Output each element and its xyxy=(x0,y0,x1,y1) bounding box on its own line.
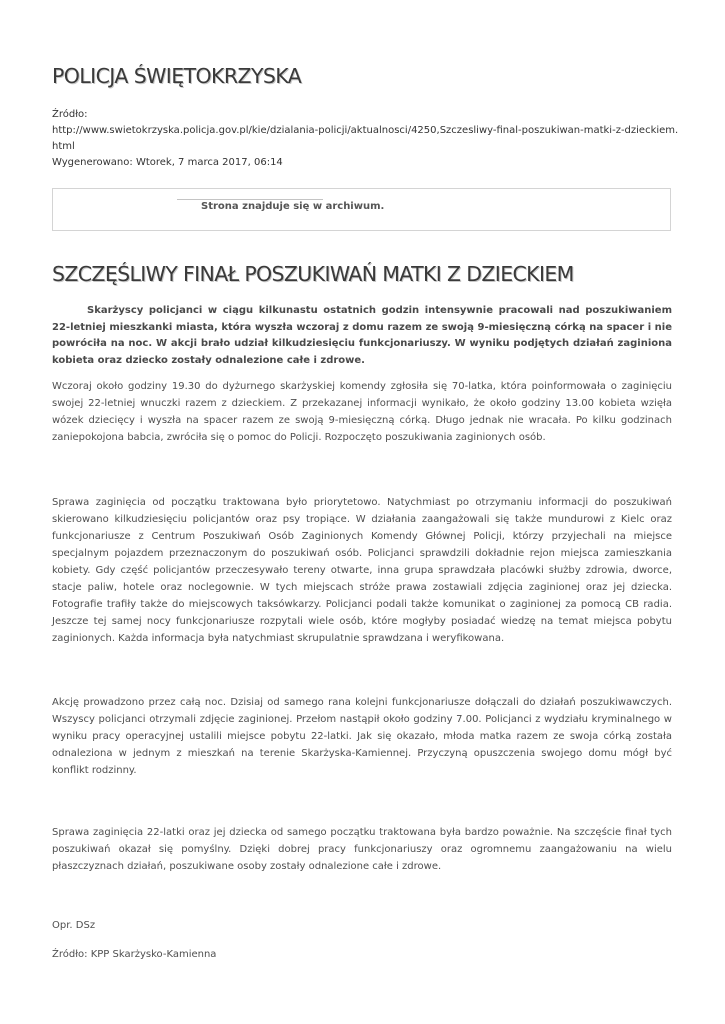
generated-date: Wygenerowano: Wtorek, 7 marca 2017, 06:14 xyxy=(52,157,283,168)
archive-notice-box xyxy=(52,188,671,231)
article-source: Źródło: KPP Skarżysko-Kamienna xyxy=(52,949,217,960)
article-paragraph: Akcję prowadzono przez całą noc. Dzisiaj od samego rana kolejni funkcjonariusze dołączali do działań poszukiwawczych. Wszyscy policjanci otrzymali zdjęcie zaginionej. Przełom nastąpił około godziny 7.00. Policjanci z wydziału kryminalnego w wyniku pracy operacyjnej ustalili miejsce pobytu 22-latki. Jak się okazało, młoda matka razem ze swoja córką została odnaleziona w jednym z mieszkań na terenie Skarżyska-Kamiennej. Przyczyną opuszczenia swojego domu mógł być konflikt rodzinny. xyxy=(52,697,672,776)
archive-notice: Strona znajduje się w archiwum. xyxy=(201,201,385,212)
article-paragraph: Sprawa zaginięcia od początku traktowana było priorytetowo. Natychmiast po otrzymaniu informacji do poszukiwań skierowano kilkudziesięciu policjantów oraz psy tropiące. W działania zaangażowali się także mundurowi z Kielc oraz funkcjonariusze z Centrum Poszukiwań Osób Zaginionych Komendy Głównej Policji, którzy przyjechali na miejsce specjalnym pojazdem przeznaczonym do poszukiwań osób. Policjanci sprawdzili dokładnie rejon miejsca zamieszkania kobiety. Gdy część policjantów przeczesywało tereny otwarte, inna grupa sprawdzała placówki służby zdrowia, dworce, stacje paliw, hotele oraz noclegownie. W tych miejscach stróże prawa zostawiali zdjęcia zaginionej oraz jej dziecka. Fotografie trafiły także do miejscowych taksówkarzy. Policjanci podali także komunikat o zaginionej za pomocą CB radia. Jeszcze tej samej nocy funkcjonariusze rozpytali wiele osób, które mogłyby posiadać wiedzę na temat miejsca pobytu zaginionych. Każda informacja była natychmiast skrupulatnie sprawdzana i weryfikowana. xyxy=(52,497,672,644)
source-url: http://www.swietokrzyska.policja.gov.pl/kie/dzialania-policji/aktualnosci/4250,Szczesliwy-final-poszukiwan-matki-z-dzieckiem.html xyxy=(52,125,679,152)
site-title: POLICJA ŚWIĘTOKRZYSKA xyxy=(52,64,302,88)
article-title: SZCZĘŚLIWY FINAŁ POSZUKIWAŃ MATKI Z DZIECKIEM xyxy=(52,262,574,286)
article-author: Opr. DSz xyxy=(52,920,96,931)
source-meta xyxy=(52,107,682,171)
archive-divider xyxy=(177,199,323,200)
article-paragraph: Wczoraj około godziny 19.30 do dyżurnego skarżyskiej komendy zgłosiła się 70-latka, która poinformowała o zaginięciu swojej 22-letniej wnuczki razem z dzieckiem. Z przekazanej informacji wynikało, że około godziny 13.00 kobieta wzięła wózek dziecięcy i wyszła na spacer razem ze swoją 9-miesięczną córką. Długo jednak nie wracała. Po kilku godzinach zaniepokojona babcia, zwróciła się o pomoc do Policji. Rozpoczęto poszukiwania zaginionych osób. xyxy=(52,381,672,443)
article-paragraph: Sprawa zaginięcia 22-latki oraz jej dziecka od samego początku traktowana była bardzo poważnie. Na szczęście finał tych poszukiwań okazał się pomyślny. Dzięki dobrej pracy funkcjonariuszy oraz ogromnemu zaangażowaniu na wielu płaszczyznach działań, poszukiwane osoby zostały odnalezione całe i zdrowe. xyxy=(52,827,672,872)
source-label: Źródło: xyxy=(52,109,88,120)
article-lead: Skarżyscy policjanci w ciągu kilkunastu ostatnich godzin intensywnie pracowali nad poszukiwaniem 22-letniej mieszkanki miasta, która wyszła wczoraj z domu razem ze swoją 9-miesięczną córką na spacer i nie powróciła na noc. W akcji brało udział kilkudziesięciu funkcjonariuszy. W wyniku podjętych działań zaginiona kobieta oraz dziecko zostały odnalezione całe i zdrowe. xyxy=(52,305,672,366)
